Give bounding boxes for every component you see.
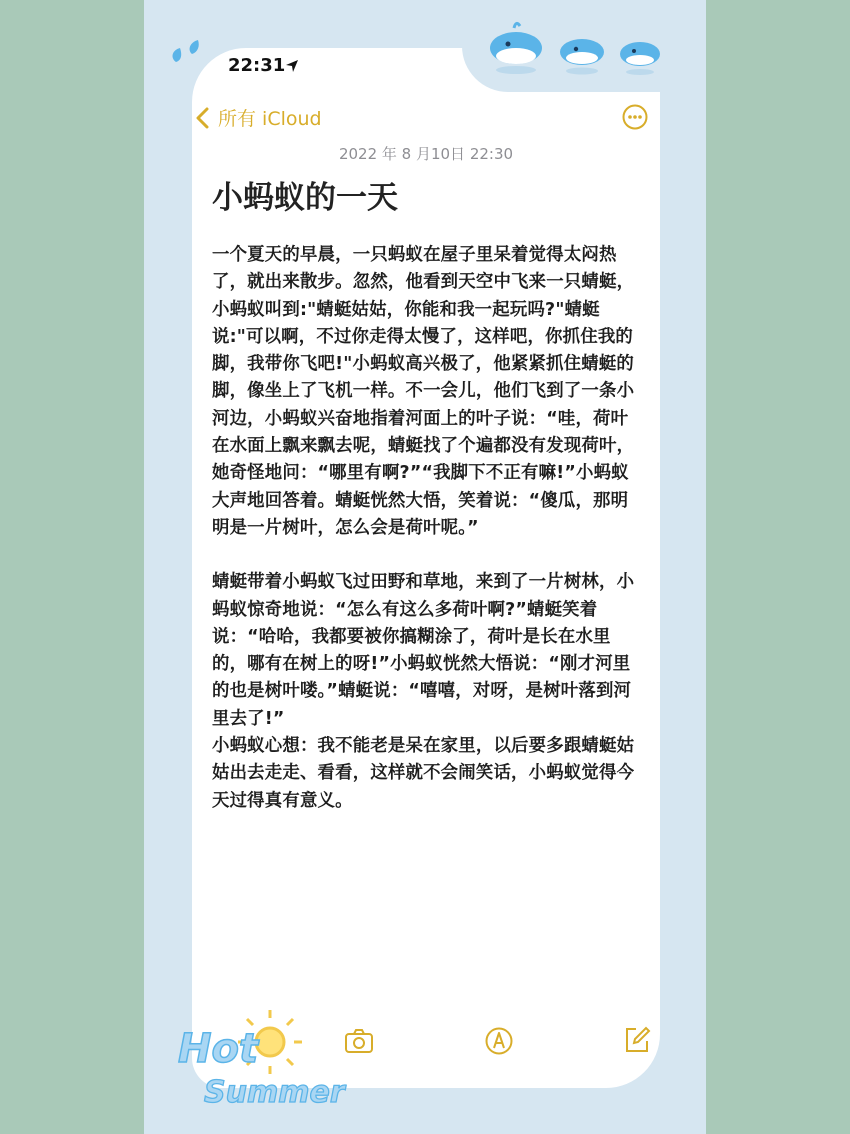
note-paragraph-1: 一个夏天的早晨，一只蚂蚁在屋子里呆着觉得太闷热了，就出来散步。忽然，他看到天空中飞来一只蜻蜓，小蚂蚁叫到:"蜻蜓姑姑，你能和我一起玩吗?"蜻蜓说:"可以啊，不过你走得太慢了，这样吧，你抓住我的脚，我带你飞吧!"小蚂蚁高兴极了，他紧紧抓住蜻蜓的脚，像坐上了飞机一样。不一会儿，他们飞到了一条小河边，小蚂蚁兴奋地指着河面上的叶子说：“哇，荷叶在水面上飘来飘去呢，蜻蜓找了个遍都没有发现荷叶，她奇怪地问：“哪里有啊?”“我脚下不正有嘛!”小蚂蚁大声地回答着。蜻蜓恍然大悟，笑着说：“傻瓜，那明明是一片树叶，怎么会是荷叶呢。” bbox=[212, 245, 635, 538]
markup-pen-icon[interactable] bbox=[484, 1026, 514, 1056]
sticker-word-2: Summer bbox=[204, 1075, 345, 1110]
back-label: 所有 iCloud bbox=[218, 108, 322, 130]
sticker-word-1: Hot bbox=[178, 1026, 259, 1072]
note-paragraph-2: 蜻蜓带着小蚂蚁飞过田野和草地，来到了一片树林，小蚂蚁惊奇地说：“怎么有这么多荷叶啊?”蜻蜓笑着说：“哈哈，我都要被你搞糊涂了，荷叶是长在水里的，哪有在树上的呀!”小蚂蚁恍然大悟说：“刚才河里的也是树叶喽。”蜻蜓说：“嘻嘻，对呀，是树叶落到河里去了!” 小蚂蚁心想：我不能老是呆在家里，以后要多跟蜻蜓姑姑出去走走、看看，这样就不会闹笑话，小蚂蚁觉得今天过得真有意义。 bbox=[212, 572, 635, 811]
note-body[interactable] bbox=[212, 242, 642, 815]
back-button[interactable] bbox=[194, 104, 322, 131]
chevron-left-icon bbox=[194, 107, 212, 129]
whales-decoration-icon bbox=[486, 16, 666, 78]
paragraph-gap bbox=[212, 542, 642, 569]
compose-icon[interactable] bbox=[622, 1025, 652, 1055]
status-time: 22:31 bbox=[228, 55, 286, 76]
note-title[interactable]: 小蚂蚁的一天 bbox=[212, 180, 398, 216]
hot-summer-sticker-icon bbox=[160, 1004, 350, 1114]
more-icon[interactable] bbox=[622, 104, 648, 130]
water-drops-icon bbox=[168, 36, 208, 66]
note-date: 2022 年 8 月10日 22:30 bbox=[338, 145, 514, 163]
location-arrow-icon bbox=[284, 58, 300, 74]
